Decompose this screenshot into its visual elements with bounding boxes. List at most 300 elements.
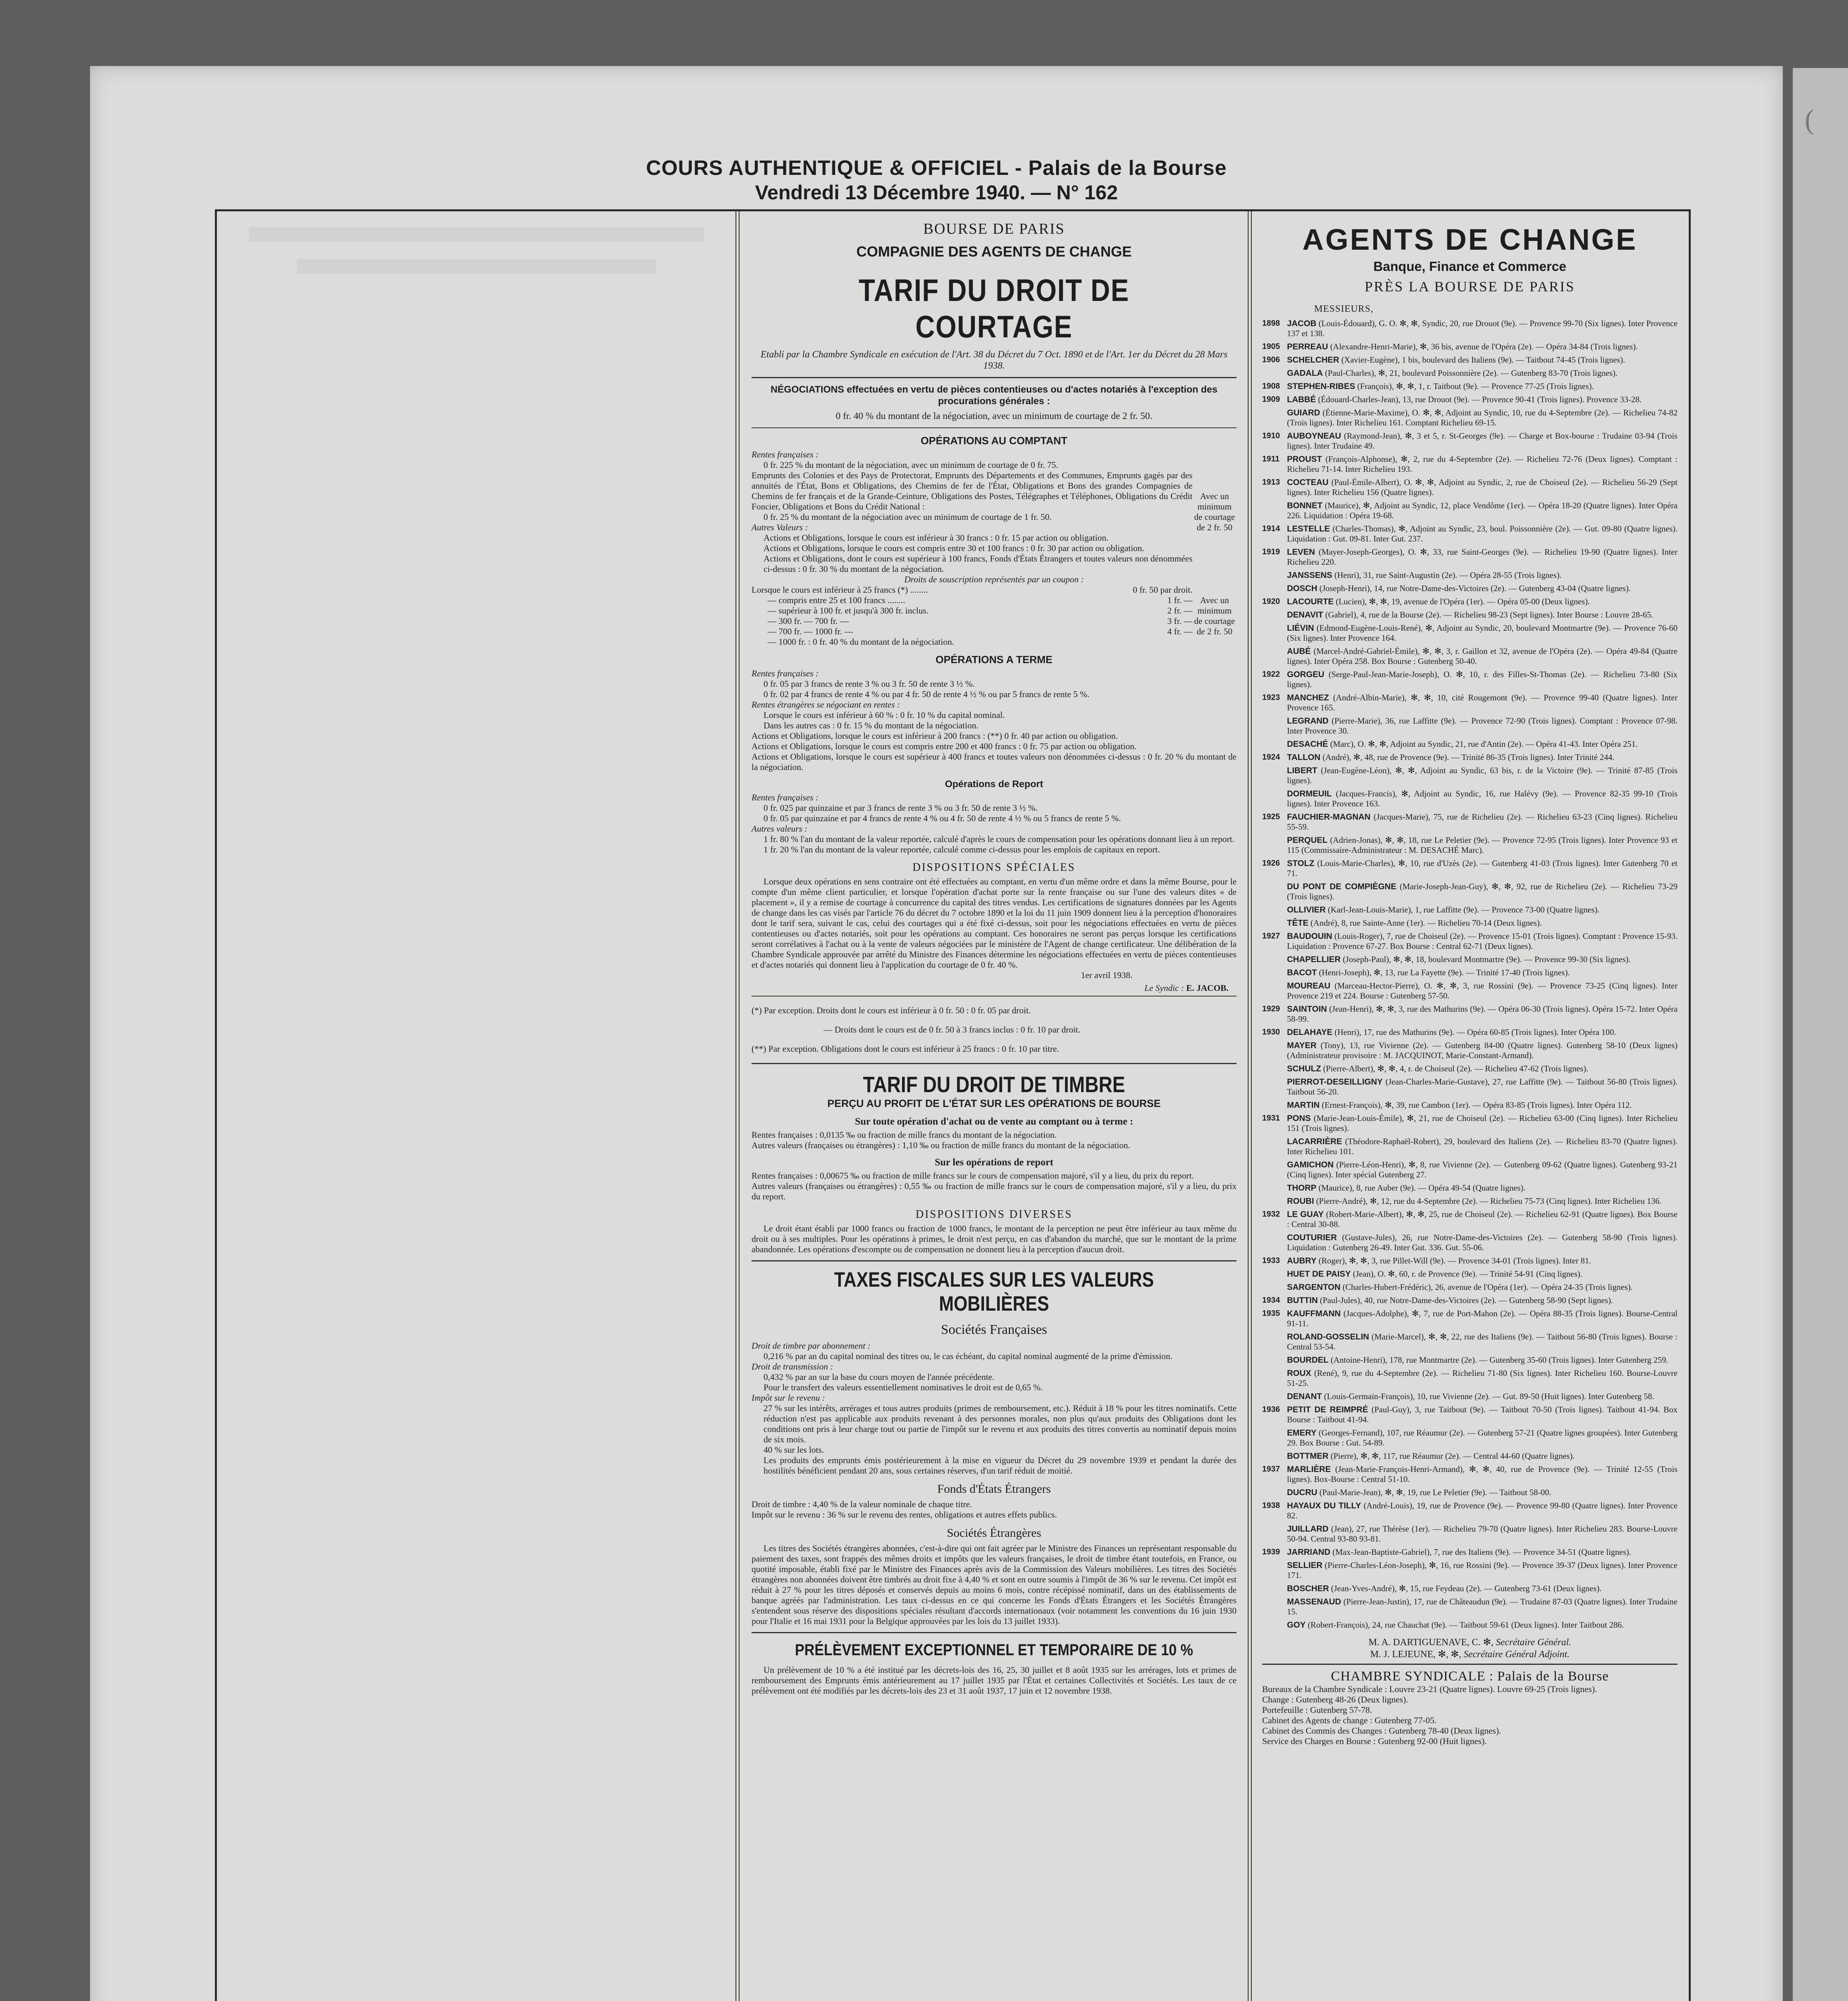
terme-line: Rentes étrangères se négociant en rentes : [752, 700, 900, 710]
agent-year: 1914 [1262, 524, 1280, 533]
agent-details: (Pierre-Charles-Léon-Joseph), ✻, 16, rue Rossini (9e). — Provence 39-37 (Deux lignes). Inter Provence 171. [1287, 1560, 1678, 1580]
agent-entry [1262, 1233, 1678, 1253]
agent-entry [1262, 968, 1678, 978]
agent-text [1287, 1077, 1678, 1097]
agent-entry [1262, 623, 1678, 643]
agent-text [1287, 918, 1678, 928]
agent-details: (Paul-Émile-Albert), O. ✻, ✻, Adjoint au Syndic, 2, rue de Choiseul (2e). — Richelieu 56-29 (Sept lignes). Inter Richelieu 156 (Quatre lignes). [1287, 477, 1678, 497]
agents-title: AGENTS DE CHANGE [1302, 223, 1638, 256]
agent-name: ROLAND-GOSSELIN [1287, 1332, 1369, 1341]
divider [752, 1063, 1237, 1064]
agent-text [1287, 1233, 1678, 1253]
coupon-brace-note: Avec un minimum de courtage de 2 fr. 50 [1194, 595, 1235, 636]
agent-text [1287, 858, 1678, 878]
content-frame [215, 209, 1691, 2001]
timbre-line: Autres valeurs (françaises ou étrangères) : 0,55 ‰ ou fraction de mille francs sur le cours de compensation majoré, s'il y a lieu, du prix du report. [752, 1181, 1237, 1201]
agent-text [1287, 1547, 1678, 1557]
compagnie-label: COMPAGNIE DES AGENTS DE CHANGE [856, 243, 1132, 260]
agent-name: HAYAUX DU TILLY [1287, 1501, 1361, 1510]
agent-details: (Henri-Joseph), ✻, 13, rue La Fayette (9e). — Trinité 17-40 (Trois lignes). [1319, 968, 1570, 977]
agent-entry [1262, 1160, 1678, 1180]
agent-details: (Karl-Jean-Louis-Marie), 1, rue Laffitte (9e). — Provence 73-00 (Quatre lignes). [1328, 905, 1600, 914]
agent-entry [1262, 1584, 1678, 1594]
coupon-rate: 4 fr. — [1167, 626, 1193, 636]
agent-details: (Raymond-Jean), ✻, 3 et 5, r. St-Georges (9e). — Charge et Box-bourse : Trudaine 03-94 (Trois lignes). Inter Trudaine 49. [1287, 431, 1678, 451]
agent-name: THORP [1287, 1183, 1317, 1193]
agent-text [1287, 1488, 1678, 1498]
agent-name: MAYER [1287, 1041, 1317, 1050]
agent-name: HUET DE PAISY [1287, 1269, 1351, 1279]
agent-name: LIBERT [1287, 766, 1317, 775]
agent-name: SAINTOIN [1287, 1005, 1327, 1014]
agent-text [1287, 931, 1678, 951]
agent-entry [1262, 1368, 1678, 1388]
agent-text [1287, 1391, 1678, 1402]
agent-entry [1262, 408, 1678, 428]
agent-entry [1262, 1405, 1678, 1425]
divider [752, 377, 1237, 378]
coupon-row [752, 637, 1193, 647]
agent-details: (Étienne-Marie-Maxime), O. ✻, ✻, Adjoint au Syndic, 10, rue du 4-Septembre (2e). — Richelieu 74-82 (Trois lignes). Inter Richelieu 161. Comptant Richelieu 69-15. [1287, 408, 1678, 427]
timbre-subtitle: PERÇU AU PROFIT DE L'ÉTAT SUR LES OPÉRATIONS DE BOURSE [827, 1097, 1161, 1109]
agents-location: PRÈS LA BOURSE DE PARIS [1365, 279, 1575, 295]
agent-details: (Serge-Paul-Jean-Marie-Joseph), O. ✻, 10, r. des Filles-St-Thomas (2e). — Richelieu 73-80 (Six lignes). [1287, 670, 1678, 689]
agent-name: GOY [1287, 1620, 1306, 1630]
agent-name: JUILLARD [1287, 1524, 1329, 1534]
coupon-row [752, 595, 1193, 606]
agent-year: 1930 [1262, 1028, 1280, 1037]
agent-text [1287, 1405, 1678, 1425]
agent-entry [1262, 670, 1678, 690]
agent-year [1262, 981, 1287, 1001]
agent-details: (Louis-Roger), 7, rue de Choiseul (2e). — Provence 15-01 (Trois lignes). Comptant : Provence 15-93. Liquidation : Provence 67-27. Box Bourse : Central 62-71 (Deux lignes). [1287, 931, 1678, 951]
agent-name: LEVEN [1287, 547, 1315, 557]
coupon-row [752, 606, 1193, 616]
agent-text [1287, 395, 1678, 405]
agent-name: GADALA [1287, 369, 1323, 378]
coupon-cond: — 1000 fr. : 0 fr. 40 % du montant de la négociation. [768, 637, 954, 647]
report-line: 0 fr. 025 par quinzaine et par 3 francs de rente 3 % ou 3 fr. 50 de rente 3 ½ %. [764, 803, 1038, 813]
agent-text [1287, 1464, 1678, 1484]
agent-year [1262, 1597, 1287, 1617]
agent-text [1287, 1113, 1678, 1133]
agent-entry [1262, 1464, 1678, 1484]
agent-entry [1262, 693, 1678, 713]
agent-details: (Marc), O. ✻, ✻, Adjoint au Syndic, 21, rue d'Antin (2e). — Opéra 41-43. Inter Opéra 251. [1330, 739, 1638, 749]
agent-entry [1262, 1451, 1678, 1461]
agent-entry [1262, 646, 1678, 666]
agent-text [1287, 752, 1678, 762]
agent-entry [1262, 1269, 1678, 1279]
coupon-cond: Lorsque le cours est inférieur à 25 francs (*) ........ [752, 585, 928, 595]
agent-entry [1262, 583, 1678, 593]
agent-year [1262, 501, 1287, 521]
agent-entry [1262, 1113, 1678, 1133]
timbre-report-title: Sur les opérations de report [934, 1157, 1054, 1168]
agent-details: (Alexandre-Henri-Marie), ✻, 36 bis, avenue de l'Opéra (2e). — Opéra 34-84 (Trois lignes). [1330, 342, 1638, 351]
agent-name: TÊTE [1287, 918, 1309, 928]
agent-entry [1262, 789, 1678, 809]
agent-text [1287, 570, 1678, 580]
footnote: — Droits dont le cours est de 0 fr. 50 à 3 francs inclus : 0 fr. 10 par droit. [824, 1025, 1080, 1035]
agent-year: 1909 [1262, 395, 1280, 404]
agent-name: JANSSENS [1287, 571, 1333, 580]
agent-details: (Jean), O. ✻, 60, r. de Provence (9e). — Trinité 54-91 (Cinq lignes). [1353, 1269, 1583, 1279]
agent-text [1287, 368, 1678, 378]
agent-entry [1262, 1597, 1678, 1617]
coupon-row [752, 626, 1193, 637]
agent-details: (Paul-Guy), 3, rue Taitbout (9e). — Taitbout 70-50 (Trois lignes). Taitbout 41-94. Box Bourse : Taitbout 41-94. [1287, 1405, 1678, 1424]
agent-year: 1919 [1262, 547, 1280, 556]
agent-entry [1262, 1196, 1678, 1206]
agent-entry [1262, 905, 1678, 915]
agent-text [1287, 1368, 1678, 1388]
agent-entry [1262, 431, 1678, 451]
agent-text [1287, 1282, 1678, 1292]
agent-details: (Louis-Marie-Charles), ✻, 10, rue d'Uzès (2e). — Gutenberg 41-03 (Trois lignes). Inter Gutenberg 70 et 71. [1287, 858, 1678, 878]
agent-name: BUTTIN [1287, 1296, 1318, 1305]
agent-entry [1262, 1209, 1678, 1229]
secretary-name: M. A. DARTIGUENAVE, C. ✻, [1368, 1637, 1493, 1648]
agent-year: 1939 [1262, 1548, 1280, 1556]
agent-details: (Henri), 17, rue des Mathurins (9e). — Opéra 60-85 (Trois lignes). Inter Opéra 100. [1334, 1027, 1616, 1037]
taxes-etr-text: Les titres des Sociétés étrangères abonnées, c'est-à-dire qui ont fait agréer par le Ministre des Finances un représentant responsable du paiement des taxes, sont frappés des mêmes droits et impôts que les valeurs françaises, le droit de timbre étant toutefois, en France, ou quotité imposable, établi fixé par le Ministre des Finances après avis de la Commission des Valeurs mobilières. Les titres des Sociétés étrangères non abonnées doivent être timbrés au droit fixe à 4,40 % et sont en outre soumis à l'impôt de 36 % sur le revenu. Cet impôt est réduit à 27 % pour les titres déposés et conservés depuis au moins 6 mois, contre récépissé nominatif, dans un des établissements de banque agréés par l'administration. Les taux ci-dessus en ce qui concerne les Fonds d'États Étrangers et les Sociétés Étrangères s'entendent sous réserve des dispositions spéciales résultant d'accords internationaux (voir notamment les conventions du 16 juin 1930 pour l'Italie et 16 mai 1931 pour la Belgique approuvées par les lois du 13 juillet 1933). [752, 1543, 1237, 1626]
agent-year [1262, 1584, 1287, 1594]
agent-year [1262, 1064, 1287, 1074]
agent-year: 1926 [1262, 859, 1280, 868]
agent-year: 1937 [1262, 1465, 1280, 1474]
agent-text [1287, 716, 1678, 736]
secretary-adjoint [1262, 1648, 1678, 1660]
divider [752, 1260, 1237, 1261]
agent-name: STEPHEN-RIBES [1287, 382, 1355, 391]
negociations-text: 0 fr. 40 % du montant de la négociation, avec un minimum de courtage de 2 fr. 50. [836, 411, 1152, 421]
comptant-line: Emprunts des Colonies et des Pays de Protectorat, Emprunts des Départements et des Communes, Emprunts gagés par des annuités de l'État, Bons et Obligations, des Chemins de fer de l'État, Obligations et Bons des grandes Compagnies de Chemins de fer français et de la Grande-Ceinture, Obligations des Postes, Télégraphes et Téléphones, Obligations du Crédit Foncier, Obligations et Bons du Crédit National : [752, 470, 1193, 511]
agent-text [1287, 610, 1678, 620]
coupon-rate: 3 fr. — [1167, 616, 1193, 626]
agent-entry [1262, 835, 1678, 855]
agent-name: BOURDEL [1287, 1355, 1329, 1365]
coupon-rate: 0 fr. 50 par droit. [1132, 585, 1193, 595]
footnote: (*) Par exception. Droits dont le cours est inférieur à 0 fr. 50 : 0 fr. 05 par droit. [752, 1005, 1031, 1015]
prelevement-text: Un prélèvement de 10 % a été institué par les décrets-lois des 16, 25, 30 juillet et 8 août 1935 sur les arrérages, lots et primes de remboursement des Emprunts émis antérieurement au 17 juillet 1935 par l'État et certaines Collectivités et Sociétés. Les taux de ce prélèvement ont été modifiés par les décrets-lois des 23 et 31 août 1937, 17 juin et 12 novembre 1938. [752, 1665, 1237, 1696]
agent-details: (Jean-Yves-André), ✻, 15, rue Feydeau (2e). — Gutenberg 73-61 (Deux lignes). [1331, 1584, 1602, 1593]
agent-entry [1262, 1077, 1678, 1097]
chambre-line: Change : Gutenberg 48-26 (Deux lignes). [1262, 1694, 1408, 1704]
agent-details: (André), ✻, 48, rue de Provence (9e). — Trinité 86-35 (Trois lignes). Inter Trinité 244. [1322, 752, 1615, 762]
timbre-line: Autres valeurs (françaises ou étrangères) : 1,10 ‰ ou fraction de mille francs du montant de la négociation. [752, 1140, 1130, 1150]
societes-etrangeres-title: Sociétés Étrangères [947, 1526, 1041, 1540]
header-line-1: COURS AUTHENTIQUE & OFFICIEL - Palais de la Bourse [646, 156, 1227, 180]
agent-name: SELLIER [1287, 1561, 1323, 1570]
agent-details: (Jean), 27, rue Thérèse (1er). — Richelieu 79-70 (Quatre lignes). Inter Richelieu 283. Bourse-Louvre 50-94. Central 93-80 93-81. [1287, 1524, 1678, 1544]
agent-year: 1922 [1262, 670, 1280, 679]
taxes-fr-line: Les produits des emprunts émis postérieurement à la mise en vigueur du Décret du 29 novembre 1939 et pendant la durée des hostilités bénéficient pendant 20 ans, sous certaines réserves, d'un tarif réduit de moitié. [764, 1455, 1237, 1476]
agent-year [1262, 1160, 1287, 1180]
agent-year [1262, 646, 1287, 666]
agent-entry [1262, 597, 1678, 607]
tarif-courtage-title: TARIF DU DROIT DE COURTAGE [858, 273, 1130, 344]
agent-text [1287, 1100, 1678, 1110]
agent-year [1262, 968, 1287, 978]
agent-text [1287, 1597, 1678, 1617]
agent-text [1287, 1620, 1678, 1630]
agent-year [1262, 789, 1287, 809]
bourse-label: BOURSE DE PARIS [923, 221, 1065, 237]
chambre-line: Cabinet des Agents de change : Gutenberg 77-05. [1262, 1715, 1437, 1725]
coupon-title: Droits de souscription représentés par un coupon : [904, 574, 1084, 584]
terme-line: 0 fr. 05 par 3 francs de rente 3 % ou 3 fr. 50 de rente 3 ½ %. [764, 679, 975, 689]
agent-text [1287, 477, 1678, 497]
agent-entry [1262, 524, 1678, 544]
agent-name: SCHELCHER [1287, 355, 1339, 365]
agent-details: (Max-Jean-Baptiste-Gabriel), 7, rue des Italiens (9e). — Provence 34-51 (Quatre lignes). [1332, 1547, 1632, 1557]
agent-text [1287, 1256, 1678, 1266]
agent-name: PERQUEL [1287, 836, 1328, 845]
agent-details: (Robert-François), 24, rue Chauchat (9e). — Taitbout 59-61 (Deux lignes). Inter Taitbout 286. [1307, 1620, 1624, 1630]
agent-year [1262, 882, 1287, 902]
prelevement-title: PRÉLÈVEMENT EXCEPTIONNEL ET TEMPORAIRE DE 10 % [795, 1641, 1193, 1659]
bleed-through-band [297, 259, 656, 274]
agent-year: 1923 [1262, 693, 1280, 702]
agent-name: GORGEU [1287, 670, 1325, 679]
agent-year: 1911 [1262, 455, 1280, 463]
agent-text [1287, 1183, 1678, 1193]
agent-name: DESACHÉ [1287, 740, 1328, 749]
agent-name: DUCRU [1287, 1488, 1317, 1497]
agent-name: ROUBI [1287, 1197, 1314, 1206]
agent-year [1262, 1488, 1287, 1498]
agent-text [1287, 355, 1678, 365]
agent-name: CHAPELLIER [1287, 955, 1341, 964]
agent-name: LABBÉ [1287, 395, 1316, 404]
agent-name: OLLIVIER [1287, 905, 1326, 914]
agent-year: 1920 [1262, 597, 1280, 606]
agent-entry [1262, 858, 1678, 878]
agent-details: (Paul-Marie-Jean), ✻, ✻, 19, rue Le Peletier (9e). — Taitbout 58-00. [1319, 1488, 1551, 1497]
report-title: Opérations de Report [945, 779, 1043, 790]
agent-name: MASSENAUD [1287, 1597, 1341, 1606]
messieurs-label: MESSIEURS, [1314, 304, 1374, 314]
agent-details: (Jean-Eugène-Léon), ✻, ✻, Adjoint au Syndic, 63 bis, r. de la Victoire (9e). — Trinité 87-85 (Trois lignes). [1287, 766, 1678, 785]
report-line: 1 fr. 20 % l'an du montant de la valeur reportée, calculé comme ci-dessus pour les emplois de capitaux en report. [764, 844, 1160, 854]
agent-year [1262, 739, 1287, 749]
agents-subtitle: Banque, Finance et Commerce [1373, 259, 1567, 274]
agent-details: (Pierre), ✻, ✻, 117, rue Réaumur (2e). — Central 44-60 (Quatre lignes). [1331, 1451, 1575, 1461]
diverses-text: Le droit étant établi par 1000 francs ou fraction de 1000 francs, le montant de la perception ne peut être inférieur au taux même du droit ou à ses multiples. Pour les opérations à primes, le droit n'est perçu, en cas d'abandon du marché, que sur le montant de la prime abandonnée. Les opérations d'escompte ou de compensation ne donnent lieu à la perception d'aucun droit. [752, 1223, 1237, 1254]
syndic-name: E. JACOB. [1186, 983, 1229, 993]
agent-text [1287, 1309, 1678, 1329]
agent-year [1262, 1560, 1287, 1580]
agent-name: DU PONT DE COMPIÈGNE [1287, 882, 1397, 891]
agent-text [1287, 319, 1678, 339]
agent-text [1287, 789, 1678, 809]
agent-year [1262, 918, 1287, 928]
agent-year [1262, 368, 1287, 378]
agent-text [1287, 812, 1678, 832]
agent-year [1262, 1196, 1287, 1206]
agent-entry [1262, 1295, 1678, 1305]
agent-text [1287, 501, 1678, 521]
chambre-title: CHAMBRE SYNDICALE : Palais de la Bourse [1331, 1669, 1609, 1684]
agent-year: 1927 [1262, 932, 1280, 940]
agent-text [1287, 381, 1678, 391]
agent-details: (Ernest-François), ✻, 39, rue Cambon (1er). — Opéra 83-85 (Trois lignes). Inter Opéra 112. [1321, 1100, 1632, 1110]
comptant-lines [752, 449, 1193, 574]
agent-details: (Antoine-Henri), 178, rue Montmartre (2e). — Gutenberg 35-60 (Trois lignes). Inter Gutenberg 259. [1331, 1355, 1668, 1365]
agent-list [1262, 319, 1678, 1630]
agent-entry [1262, 1560, 1678, 1580]
agent-entry [1262, 342, 1678, 352]
agent-name: BOTTMER [1287, 1452, 1329, 1461]
agent-name: BAUDOUIN [1287, 932, 1333, 941]
agent-details: (Tony), 13, rue Vivienne (2e). — Gutenberg 84-00 (Quatre lignes). Gutenberg 58-10 (Deux lignes) (Administrateur provisoire : M. JACQUINOT, Marie-Constant-Armand). [1287, 1041, 1678, 1060]
agent-details: (François-Alphonse), ✻, 2, rue du 4-Septembre (2e). — Richelieu 72-76 (Deux lignes). Comptant : Richelieu 71-14. Inter Richelieu 193. [1287, 454, 1678, 474]
terme-title: OPÉRATIONS A TERME [935, 654, 1053, 666]
agent-year [1262, 623, 1287, 643]
agent-details: (Jacques-Adolphe), ✻, 7, rue de Port-Mahon (2e). — Opéra 88-35 (Trois lignes). Bourse-Central 91-11. [1287, 1309, 1678, 1328]
agent-year: 1925 [1262, 812, 1280, 821]
speciales-text: Lorsque deux opérations en sens contraire ont été effectuées au comptant, en vertu d'un même ordre et dans la même Bourse, pour le compte d'un même client particulier, et lorsque l'opération d'achat porte sur la rente française ou sur l'une des valeurs dites « de placement », il y a remise de courtage à concurrence du capital des titres vendus. Les certifications de signatures données par les Agents de change dans les cas visés par l'article 76 du décret du 7 octobre 1890 et la loi du 11 juin 1909 donnent lieu à la perception d'honoraires dont le tarif sera, suivant le cas, celui des courtages qui a été fixé ci-dessus, soit pour les négociations effectuées en vertu de pièces contentieuses ou d'actes notariés, soit pour les opérations au comptant. Ces honoraires ne seront pas perçus lorsque les certifications seront corrélatives à l'achat ou à la vente de valeurs négociées par le ministère de l'Agent de change certificateur. Une délibération de la Chambre Syndicale approuvée par arrêté du Ministre des Finances détermine les négociations effectuées en vertu de pièces contentieuses et d'actes notariés qui donnent lieu à l'application du courtage de 0 fr. 40 %. [752, 876, 1237, 970]
coupon-rows [752, 585, 1193, 647]
agent-year: 1938 [1262, 1501, 1280, 1510]
agent-name: COCTEAU [1287, 478, 1329, 487]
agent-details: (Jean-Marie-François-Henri-Armand), ✻, ✻, 40, rue de Provence (9e). — Trinité 12-55 (Trois lignes). Box-Bourse : Central 51-10. [1287, 1464, 1678, 1484]
comptant-line: Rentes françaises : [752, 449, 819, 459]
agent-entry [1262, 395, 1678, 405]
agent-year [1262, 1391, 1287, 1402]
agent-text [1287, 1160, 1678, 1180]
agent-year [1262, 570, 1287, 580]
agent-name: DELAHAYE [1287, 1028, 1333, 1037]
agent-text [1287, 408, 1678, 428]
agent-text [1287, 1196, 1678, 1206]
secretary-role: Secrétaire Général. [1495, 1637, 1571, 1648]
agent-name: SARGENTON [1287, 1283, 1341, 1292]
agent-name: BACOT [1287, 968, 1317, 977]
terme-line: Actions et Obligations, lorsque le cours est compris entre 200 et 400 francs : 0 fr. 75 par action ou obligation. [752, 741, 1137, 751]
agent-entry [1262, 1027, 1678, 1037]
comptant-line: 0 fr. 225 % du montant de la négociation, avec un minimum de courtage de 0 fr. 75. [764, 460, 1058, 470]
agent-text [1287, 1584, 1678, 1594]
agent-name: FAUCHIER-MAGNAN [1287, 812, 1371, 822]
agent-entry [1262, 368, 1678, 378]
agent-name: MOUREAU [1287, 981, 1331, 990]
agent-year [1262, 1332, 1287, 1352]
agent-year [1262, 1282, 1287, 1292]
agent-text [1287, 454, 1678, 474]
agent-name: EMERY [1287, 1428, 1317, 1438]
agent-entry [1262, 319, 1678, 339]
agent-name: PETIT DE REIMPRÉ [1287, 1405, 1368, 1414]
agent-text [1287, 623, 1678, 643]
agent-text [1287, 882, 1678, 902]
agent-entry [1262, 882, 1678, 902]
agent-name: STOLZ [1287, 859, 1315, 868]
left-column [217, 211, 736, 2001]
terme-line: Dans les autres cas : 0 fr. 15 % du montant de la négociation. [764, 720, 979, 730]
secretary-general [1262, 1636, 1678, 1648]
divider [752, 1632, 1237, 1633]
tarif-intro: Etabli par la Chambre Syndicale en exécution de l'Art. 38 du Décret du 7 Oct. 1890 et de l'Art. 1er du Décret du 28 Mars 1938. [760, 349, 1228, 371]
timbre-line: Rentes françaises : 0,0135 ‰ ou fraction de mille francs du montant de la négociation. [752, 1130, 1057, 1140]
agent-name: MARTIN [1287, 1101, 1320, 1110]
taxes-fr-line: 40 % sur les lots. [764, 1445, 824, 1455]
taxes-fr-line: 0,216 % par an du capital nominal des titres ou, le cas échéant, du capital nominal augmenté de la prime d'émission. [764, 1351, 1173, 1361]
agent-details: (Marie-Joseph-Jean-Guy), ✻, ✻, 92, rue de Richelieu (2e). — Richelieu 73-29 (Trois lignes). [1287, 882, 1678, 901]
diverses-title: DISPOSITIONS DIVERSES [915, 1208, 1073, 1221]
agent-year [1262, 1451, 1287, 1461]
agent-text [1287, 1027, 1678, 1037]
next-page-edge [1793, 68, 1848, 2001]
agent-name: BONNET [1287, 501, 1323, 510]
taxes-fr-line: Droit de timbre par abonnement : [752, 1341, 871, 1351]
agent-name: LACARRIÈRE [1287, 1137, 1342, 1146]
agent-text [1287, 693, 1678, 713]
agent-year: 1932 [1262, 1210, 1280, 1219]
coupon-rate: 2 fr. — [1167, 606, 1193, 616]
agent-entry [1262, 918, 1678, 928]
agent-name: PERREAU [1287, 342, 1328, 351]
report-line: Autres valeurs : [752, 824, 808, 834]
agent-year: 1910 [1262, 431, 1280, 440]
agent-details: (Édouard-Charles-Jean), 13, rue Drouot (9e). — Provence 90-41 (Trois lignes). Provence 33-28. [1318, 395, 1642, 404]
agent-year: 1933 [1262, 1256, 1280, 1265]
agent-text [1287, 905, 1678, 915]
agent-details: (Pierre-Marie), 36, rue Laffitte (9e). — Provence 72-90 (Trois lignes). Comptant : Provence 07-98. Inter Provence 30. [1287, 716, 1678, 736]
coupon-cond: — 300 fr. — 700 fr. — [768, 616, 849, 626]
agent-details: (Xavier-Eugène), 1 bis, boulevard des Italiens (9e). — Taitbout 74-45 (Trois lignes). [1341, 355, 1625, 365]
agent-year: 1936 [1262, 1405, 1280, 1414]
agent-year [1262, 1183, 1287, 1193]
newspaper-page [90, 66, 1783, 2001]
agent-details: (Gustave-Jules), 26, rue Notre-Dame-des-Victoires (2e). — Gutenberg 58-90 (Trois lignes). Liquidation : Gutenberg 26-49. Inter Gut. 336. Gut. 55-06. [1287, 1233, 1678, 1252]
agent-name: LIÉVIN [1287, 624, 1314, 633]
agent-entry [1262, 716, 1678, 736]
agent-details: (Joseph-Henri), 14, rue Notre-Dame-des-Victoires (2e). — Gutenberg 43-04 (Quatre lignes). [1319, 583, 1631, 593]
agent-name: SCHULZ [1287, 1064, 1321, 1073]
coupon-cond: — supérieur à 100 fr. et jusqu'à 300 fr. inclus. [768, 606, 929, 616]
agent-year [1262, 1368, 1287, 1388]
agent-name: PONS [1287, 1114, 1311, 1123]
agent-entry [1262, 1524, 1678, 1544]
agent-details: (Lucien), ✻, ✻, 19, avenue de l'Opéra (1er). — Opéra 05-00 (Deux lignes). [1335, 597, 1590, 606]
coupon-rate: 1 fr. — [1167, 595, 1193, 605]
agent-details: (Charles-Thomas), ✻, Adjoint au Syndic, 23, boul. Poissonnière (2e). — Gut. 09-80 (Quatre lignes). Liquidation : Gut. 09-81. Inter Gut. 237. [1287, 524, 1678, 543]
report-line: 0 fr. 05 par quinzaine et par 4 francs de rente 4 % ou 4 fr. 50 de rente 4 ½ % ou 5 francs de rente 5 %. [764, 813, 1121, 823]
agent-name: PIERROT-DESEILLIGNY [1287, 1077, 1383, 1087]
agent-text [1287, 597, 1678, 607]
agent-name: KAUFFMANN [1287, 1309, 1341, 1318]
agent-year [1262, 766, 1287, 786]
comptant-line: 0 fr. 25 % du montant de la négociation avec un minimum de courtage de 1 fr. 50. [764, 512, 1052, 522]
agent-details: (Marcel-André-Gabriel-Émile), ✻, ✻, 3, r. Gaillon et 32, avenue de l'Opéra (2e). — Opéra 49-84 (Quatre lignes). Inter Opéra 258. Box Bourse : Gutenberg 50-40. [1287, 646, 1678, 666]
agent-year [1262, 1077, 1287, 1097]
comptant-block [752, 449, 1237, 574]
chambre-line: Bureaux de la Chambre Syndicale : Louvre 23-21 (Quatre lignes). Louvre 69-25 (Trois lignes). [1262, 1684, 1597, 1694]
agent-year [1262, 1041, 1287, 1061]
agent-entry [1262, 766, 1678, 786]
agent-text [1287, 547, 1678, 567]
coupon-table [752, 585, 1237, 647]
agent-details: (Joseph-Paul), ✻, ✻, 18, boulevard Montmartre (9e). — Provence 99-30 (Six lignes). [1343, 954, 1631, 964]
timbre-line: Rentes françaises : 0,00675 ‰ ou fraction de mille francs sur le cours de compensation majoré, s'il y a lieu, du prix du report. [752, 1171, 1194, 1181]
agent-year [1262, 905, 1287, 915]
agent-text [1287, 1332, 1678, 1352]
agent-year [1262, 1620, 1287, 1630]
agent-name: LESTELLE [1287, 524, 1330, 533]
terme-line: Lorsque le cours est inférieur à 60 % : 0 fr. 10 % du capital nominal. [764, 710, 1005, 720]
